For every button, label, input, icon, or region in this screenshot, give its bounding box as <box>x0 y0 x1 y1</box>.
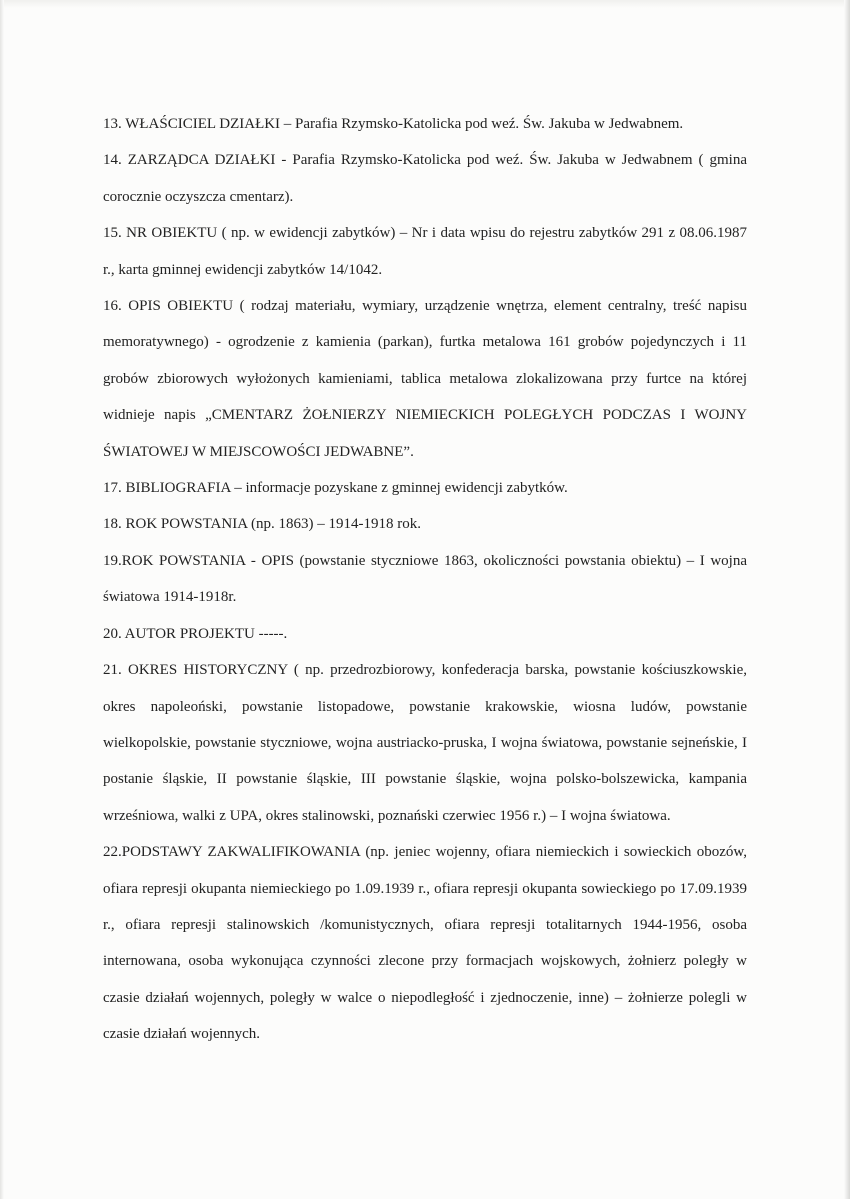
scan-edge-top <box>0 0 850 8</box>
document-body <box>103 106 747 1053</box>
scan-edge-right <box>844 0 850 1199</box>
paragraph-15-object-number: 15. NR OBIEKTU ( np. w ewidencji zabytków) – Nr i data wpisu do rejestru zabytków 291 z 08.06.1987 r., karta gminnej ewidencji zabytków 14/1042. <box>103 225 747 278</box>
paragraph-21-historical-period: 21. OKRES HISTORYCZNY ( np. przedrozbiorowy, konfederacja barska, powstanie kościuszkowskie, okres napoleoński, powstanie listopadowe, powstanie krakowskie, wiosna ludów, powstanie wielkopolskie, powstanie styczniowe, wojna austriacko-pruska, I wojna światowa, powstanie sejneńskie, I postanie śląskie, II powstanie śląskie, III powstanie śląskie, wojna polsko-bolszewicka, kampania wrześniowa, walki z UPA, okres stalinowski, poznański czerwiec 1956 r.) – I wojna światowa. <box>103 662 747 824</box>
paragraph-13-owner: 13. WŁAŚCICIEL DZIAŁKI – Parafia Rzymsko-Katolicka pod weź. Św. Jakuba w Jedwabnem. <box>103 116 684 132</box>
paragraph-16-object-description: 16. OPIS OBIEKTU ( rodzaj materiału, wymiary, urządzenie wnętrza, element centralny, treść napisu memoratywnego) - ogrodzenie z kamienia (parkan), furtka metalowa 161 grobów pojedynczych i 11 grobów zbiorowych wyłożonych kamieniami, tablica metalowa zlokalizowana przy furtce na której widnieje napis „CMENTARZ ŻOŁNIERZY NIEMIECKICH POLEGŁYCH PODCZAS I WOJNY ŚWIATOWEJ W MIEJSCOWOŚCI JEDWABNE”. <box>103 298 747 460</box>
paragraph-19-year-description: 19.ROK POWSTANIA - OPIS (powstanie styczniowe 1863, okoliczności powstania obiektu) – I wojna światowa 1914-1918r. <box>103 552 747 606</box>
paragraph-22-qualification-basis: 22.PODSTAWY ZAKWALIFIKOWANIA (np. jeniec wojenny, ofiara niemieckich i sowieckich obozów, ofiara represji okupanta niemieckiego po 1.09.1939 r., ofiara represji okupanta sowieckiego po 17.09.1939 r., ofiara represji stalinowskich /komunistycznych, ofiara represji totalitarnych 1944-1956, osoba internowana, osoba wykonująca czynności zlecone przy formacjach wojskowych, żołnierz poległy w czasie działań wojennych, poległy w walce o niepodległość i zjednoczenie, inne) – żołnierze polegli w czasie działań wojennych. <box>103 844 747 1043</box>
paragraph-20-project-author: 20. AUTOR PROJEKTU -----. <box>103 625 288 642</box>
scan-edge-left <box>0 0 4 1199</box>
paragraph-18-year-created: 18. ROK POWSTANIA (np. 1863) – 1914-1918 rok. <box>103 516 421 533</box>
paragraph-17-bibliography: 17. BIBLIOGRAFIA – informacje pozyskane z gminnej ewidencji zabytków. <box>103 480 568 497</box>
paragraph-14-manager: 14. ZARZĄDCA DZIAŁKI - Parafia Rzymsko-Katolicka pod weź. Św. Jakuba w Jedwabnem ( gmina corocznie oczyszcza cmentarz). <box>103 152 747 205</box>
